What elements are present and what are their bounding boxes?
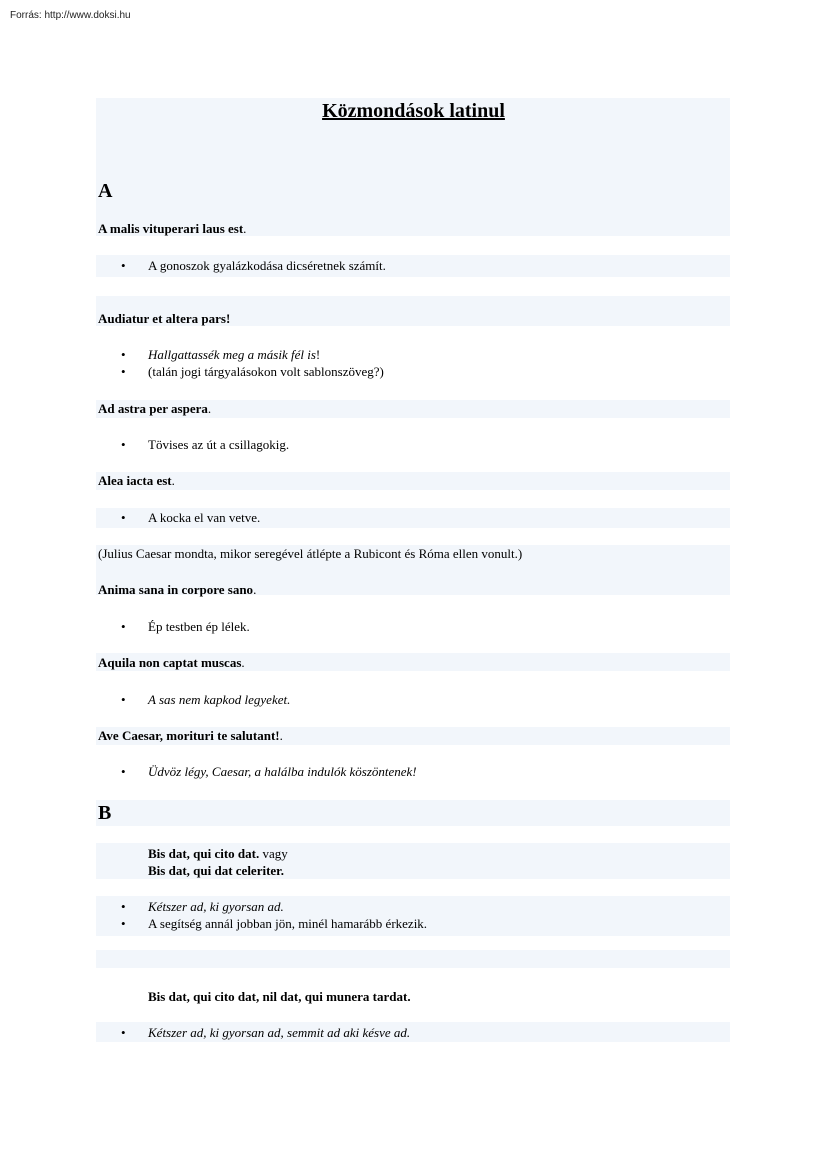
proverb-latin [98, 655, 245, 671]
proverb-translation [148, 347, 320, 363]
latin-connector: vagy [259, 846, 288, 861]
proverb-latin: Audiatur et altera pars! [98, 311, 231, 326]
latin-text: Bis dat, qui cito dat. [148, 846, 260, 861]
shade-band [96, 950, 730, 968]
translation-italic: Hallgattassék meg a másik fél is [148, 347, 316, 362]
proverb-translation: A sas nem kapkod legyeket. [148, 692, 291, 707]
latin-tail: . [243, 221, 247, 236]
latin-text: Anima sana in corpore sano [98, 582, 254, 597]
proverb-translation: Kétszer ad, ki gyorsan ad, semmit ad aki késve ad. [148, 1025, 411, 1040]
latin-tail: . [241, 655, 245, 670]
proverb-translation: A kocka el van vetve. [148, 510, 261, 525]
proverb-latin [98, 582, 256, 598]
bullet-icon: • [121, 1025, 126, 1040]
bullet-icon: • [121, 692, 126, 707]
bullet-icon: • [121, 347, 126, 362]
page-title: Közmondások latinul [322, 100, 505, 122]
proverb-comment: (talán jogi tárgyalásokon volt sablonszöveg?) [148, 364, 384, 379]
proverb-latin [98, 401, 211, 417]
proverb-comment: A segítség annál jobban jön, minél hamarább érkezik. [148, 916, 428, 931]
latin-tail: . [171, 473, 175, 488]
bullet-icon: • [121, 764, 126, 779]
bullet-icon: • [121, 437, 126, 452]
proverb-translation: Tövises az út a csillagokig. [148, 437, 290, 452]
proverb-latin [98, 473, 175, 489]
latin-text: Aquila non captat muscas [98, 655, 242, 670]
proverb-translation: Üdvöz légy, Caesar, a halálba indulók köszöntenek! [148, 764, 417, 779]
latin-text: Ad astra per aspera [98, 401, 208, 416]
proverb-latin: Bis dat, qui cito dat, nil dat, qui munera tardat. [148, 989, 411, 1004]
latin-tail: . [207, 401, 212, 416]
bullet-icon: • [121, 258, 126, 273]
proverb-translation: A gonoszok gyalázkodása dicséretnek számít. [148, 258, 386, 273]
proverb-latin [98, 728, 283, 744]
latin-text: Alea iacta est [98, 473, 172, 488]
latin-tail: . [253, 582, 257, 597]
proverb-latin [98, 221, 246, 237]
bullet-icon: • [121, 916, 126, 931]
bullet-icon: • [121, 899, 126, 914]
proverb-translation: Kétszer ad, ki gyorsan ad. [148, 899, 284, 914]
latin-text: Ave Caesar, morituri te salutant! [98, 728, 280, 743]
proverb-latin [148, 846, 288, 862]
latin-text: A malis vituperari laus est [98, 221, 244, 236]
bullet-icon: • [121, 510, 126, 525]
shade-band [96, 472, 730, 490]
bullet-icon: • [121, 619, 126, 634]
latin-tail: . [279, 728, 283, 743]
proverb-translation: Ép testben ép lélek. [148, 619, 250, 634]
proverb-latin-variant: Bis dat, qui dat celeriter. [148, 863, 285, 878]
proverb-note: (Julius Caesar mondta, mikor seregével átlépte a Rubicont és Róma ellen vonult.) [98, 546, 523, 561]
bullet-icon: • [121, 364, 126, 379]
shade-band [96, 800, 730, 826]
source-url: Forrás: http://www.doksi.hu [10, 10, 131, 21]
translation-tail: ! [315, 347, 321, 362]
section-heading-b: B [98, 802, 112, 824]
section-heading-a: A [98, 180, 113, 202]
